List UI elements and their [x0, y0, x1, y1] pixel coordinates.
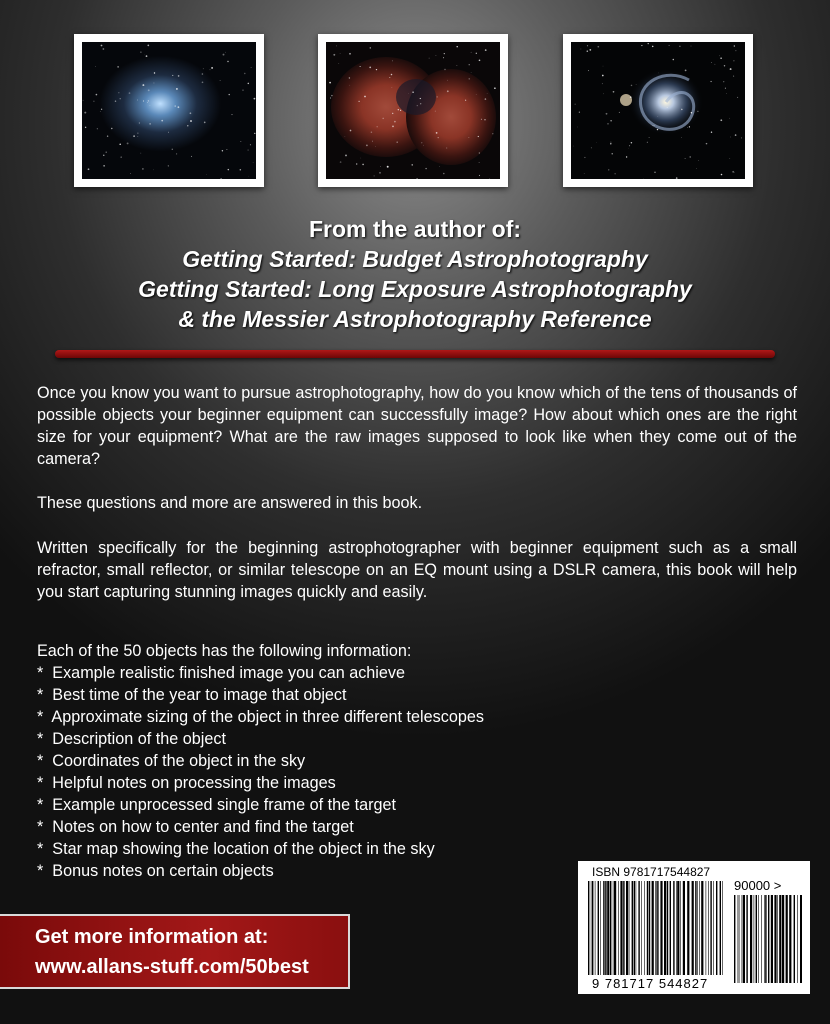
price-code: 90000 > — [734, 878, 782, 893]
feature-item: * Description of the object — [37, 730, 226, 748]
feature-item: * Bonus notes on certain objects — [37, 862, 274, 880]
red-nebula-image — [326, 42, 500, 179]
feature-item: * Example realistic finished image you can achieve — [37, 664, 406, 682]
feature-item: * Approximate sizing of the object in three different telescopes — [37, 708, 484, 726]
answer-paragraph: These questions and more are answered in this book. — [37, 494, 423, 512]
book-title-2: Getting Started: Long Exposure Astrophotography — [138, 276, 692, 302]
book-title-3: & the Messier Astrophotography Reference — [178, 306, 652, 332]
spiral-galaxy-image — [571, 42, 745, 179]
features-title: Each of the 50 objects has the following information: — [37, 642, 412, 660]
isbn-label: ISBN 9781717544827 — [592, 865, 711, 879]
book-title-1: Getting Started: Budget Astrophotography — [182, 246, 648, 272]
features-list — [37, 662, 484, 882]
author-heading: From the author of: — [308, 216, 522, 242]
info-heading: Get more information at: — [35, 926, 269, 948]
website-link[interactable]: www.allans-stuff.com/50best — [35, 956, 309, 978]
galaxy-photo — [563, 34, 753, 187]
feature-item: * Coordinates of the object in the sky — [37, 752, 306, 770]
blue-nebula-image — [82, 42, 256, 179]
isbn-barcode — [578, 861, 810, 994]
feature-item: * Best time of the year to image that object — [37, 686, 347, 704]
author-credits — [0, 214, 830, 334]
red-divider — [55, 350, 775, 358]
feature-item: * Helpful notes on processing the images — [37, 774, 336, 792]
nebula-photo-1 — [74, 34, 264, 187]
nebula-photo-2 — [318, 34, 508, 187]
info-banner — [0, 914, 350, 989]
feature-item: * Notes on how to center and find the target — [37, 818, 354, 836]
addon-barcode-bars — [732, 895, 802, 983]
intro-paragraph: Once you know you want to pursue astrophotography, how do you know which of the tens of thousands of possible objects your beginner equipment can successfully image? How about which ones are the right size for your equipment? What are the raw images supposed to look like when they come out of the camera? — [37, 384, 797, 468]
isbn-digits: 9 781717 544827 — [592, 976, 709, 991]
barcode-bars — [586, 881, 726, 975]
feature-item: * Star map showing the location of the object in the sky — [37, 840, 435, 858]
feature-item: * Example unprocessed single frame of the target — [37, 796, 397, 814]
audience-paragraph: Written specifically for the beginning astrophotographer with beginner equipment such as a small refractor, small reflector, or similar telescope on an EQ mount using a DSLR camera, this book will help you start capturing stunning images quickly and easily. — [37, 539, 797, 601]
